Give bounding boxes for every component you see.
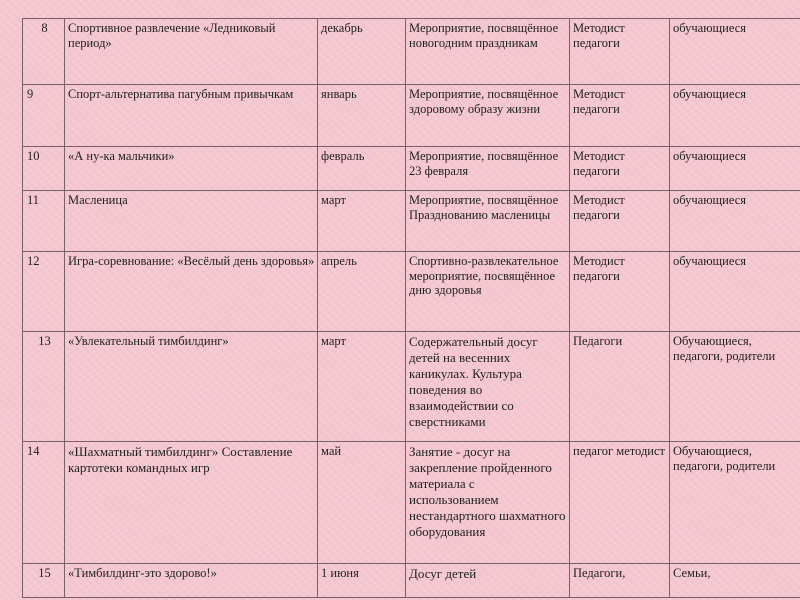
event-participants: обучающиеся <box>670 19 800 85</box>
event-form: Содержательный досуг детей на весенних каникулах. Культура поведения во взаимодействии со сверстниками <box>406 332 570 442</box>
event-responsible: Методист педагоги <box>570 252 670 332</box>
event-form: Мероприятие, посвящённое Празднованию масленицы <box>406 191 570 252</box>
event-date: апрель <box>318 252 406 332</box>
event-date: май <box>318 442 406 564</box>
row-number: 15 <box>23 564 65 598</box>
table-row <box>23 85 800 147</box>
table-row <box>23 147 800 191</box>
event-name: «Тимбилдинг-это здорово!» <box>65 564 318 598</box>
table-row <box>23 442 800 564</box>
event-form: Мероприятие, посвящённое 23 февраля <box>406 147 570 191</box>
event-responsible: Методист педагоги <box>570 85 670 147</box>
event-form: Досуг детей <box>406 564 570 598</box>
event-date: март <box>318 191 406 252</box>
event-form: Мероприятие, посвящённое новогодним праздникам <box>406 19 570 85</box>
event-responsible: Педагоги <box>570 332 670 442</box>
event-responsible: Педагоги, <box>570 564 670 598</box>
table-row <box>23 19 800 85</box>
event-responsible: педагог методист <box>570 442 670 564</box>
events-table-container <box>22 18 800 600</box>
event-participants: обучающиеся <box>670 147 800 191</box>
table-row <box>23 332 800 442</box>
event-name: «Увлекательный тимбилдинг» <box>65 332 318 442</box>
row-number: 11 <box>23 191 65 252</box>
row-number: 13 <box>23 332 65 442</box>
event-name: Спорт-альтернатива пагубным привычкам <box>65 85 318 147</box>
row-number: 10 <box>23 147 65 191</box>
table-row <box>23 564 800 598</box>
event-date: декабрь <box>318 19 406 85</box>
event-responsible: Методист педагоги <box>570 19 670 85</box>
row-number: 12 <box>23 252 65 332</box>
events-table <box>22 18 800 598</box>
row-number: 9 <box>23 85 65 147</box>
event-form: Занятие - досуг на закрепление пройденного материала с использованием нестандартного шахматного оборудования <box>406 442 570 564</box>
table-row <box>23 191 800 252</box>
event-date: март <box>318 332 406 442</box>
event-participants: обучающиеся <box>670 191 800 252</box>
event-responsible: Методист педагоги <box>570 147 670 191</box>
event-date: 1 июня <box>318 564 406 598</box>
event-participants: Обучающиеся, педагоги, родители <box>670 442 800 564</box>
event-name: Игра-соревнование: «Весёлый день здоровья» <box>65 252 318 332</box>
event-participants: обучающиеся <box>670 85 800 147</box>
event-form: Мероприятие, посвящённое здоровому образу жизни <box>406 85 570 147</box>
row-number: 8 <box>23 19 65 85</box>
row-number: 14 <box>23 442 65 564</box>
table-row <box>23 252 800 332</box>
event-name: «А ну-ка мальчики» <box>65 147 318 191</box>
event-name: «Шахматный тимбилдинг» Составление картотеки командных игр <box>65 442 318 564</box>
event-form: Спортивно-развлекательное мероприятие, посвящённое дню здоровья <box>406 252 570 332</box>
event-date: февраль <box>318 147 406 191</box>
event-participants: обучающиеся <box>670 252 800 332</box>
event-participants: Обучающиеся, педагоги, родители <box>670 332 800 442</box>
event-responsible: Методист педагоги <box>570 191 670 252</box>
event-name: Масленица <box>65 191 318 252</box>
event-date: январь <box>318 85 406 147</box>
event-name: Спортивное развлечение «Ледниковый период» <box>65 19 318 85</box>
event-participants: Семьи, <box>670 564 800 598</box>
